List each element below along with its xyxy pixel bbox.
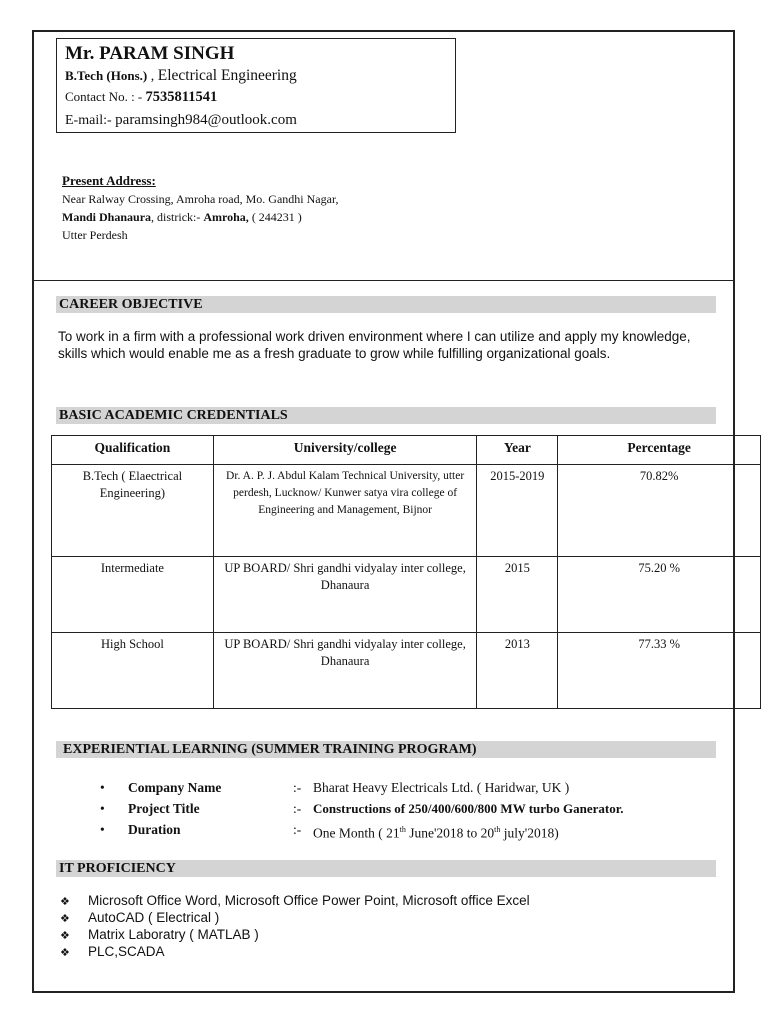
training-value: Constructions of 250/400/600/800 MW turbo Ganerator. [313, 801, 624, 816]
contact-label: Contact No. : - [65, 89, 146, 104]
university-cell: UP BOARD/ Shri gandhi vidyalay inter college, Dhanaura [213, 633, 477, 709]
training-label: Project Title [128, 801, 200, 816]
duration-start: One Month ( 21 [313, 825, 400, 841]
bullet-icon: • [100, 780, 105, 795]
present-address [62, 172, 338, 244]
table-row [52, 633, 761, 709]
year-cell: 2015-2019 [477, 465, 558, 557]
column-header: Percentage [558, 436, 761, 465]
ordinal-suffix: th [399, 825, 406, 834]
training-label: Company Name [128, 780, 222, 795]
table-header-row [52, 436, 761, 465]
address-district-label: , districk:- [151, 210, 204, 224]
training-sep: :- [293, 822, 302, 837]
training-heading: EXPERIENTIAL LEARNING (SUMMER TRAINING PROGRAM) [56, 741, 716, 758]
bullet-icon: • [100, 822, 105, 837]
address-line-1: Near Ralway Crossing, Amroha road, Mo. Gandhi Nagar, [62, 192, 339, 206]
year-cell: 2015 [477, 557, 558, 633]
column-header: Qualification [52, 436, 214, 465]
address-heading: Present Address: [62, 173, 156, 188]
percentage-cell: 70.82% [558, 465, 761, 557]
skill-text: PLC,SCADA [88, 944, 165, 959]
duration-mid: June'2018 to 20 [405, 825, 495, 841]
list-item [60, 909, 530, 926]
list-item [60, 926, 530, 943]
header-divider [32, 280, 735, 281]
training-label: Duration [128, 822, 181, 837]
training-value [313, 819, 559, 844]
academic-table [51, 435, 761, 709]
degree-sep: , [147, 69, 158, 84]
career-objective-heading: CAREER OBJECTIVE [56, 296, 716, 313]
address-district: Amroha, [203, 210, 249, 224]
candidate-name: Mr. PARAM SINGH [65, 43, 235, 64]
percentage-cell: 75.20 % [558, 557, 761, 633]
column-header: Year [477, 436, 558, 465]
address-pin: ( 244231 ) [248, 210, 302, 224]
name-box [56, 38, 456, 133]
degree-line [65, 66, 455, 87]
qualification-cell: Intermediate [52, 557, 214, 633]
training-sep: :- [293, 801, 302, 816]
academics-heading: BASIC ACADEMIC CREDENTIALS [56, 407, 716, 424]
career-objective-text: To work in a firm with a professional work driven environment where I can utilize and apply my knowledge, skills which would enable me as a fresh graduate to grow while fulfilling organizational goals. [58, 329, 691, 361]
table-row [52, 465, 761, 557]
it-skills-list [60, 892, 530, 960]
table-row [52, 557, 761, 633]
contact-number: 7535811541 [145, 89, 218, 105]
email-line [65, 109, 455, 132]
address-line-3: Utter Perdesh [62, 228, 128, 242]
column-header: University/college [213, 436, 477, 465]
bullet-icon: • [100, 801, 105, 816]
diamond-bullet-icon: ❖ [60, 913, 70, 925]
qualification-cell: High School [52, 633, 214, 709]
email-address: paramsingh984@outlook.com [115, 112, 297, 128]
address-line-2 [62, 208, 338, 226]
diamond-bullet-icon: ❖ [60, 947, 70, 959]
duration-end: july'2018) [500, 825, 559, 841]
skill-text: Matrix Laboratry ( MATLAB ) [88, 927, 259, 942]
list-item [60, 892, 530, 909]
email-label: E-mail:- [65, 113, 116, 128]
diamond-bullet-icon: ❖ [60, 930, 70, 942]
year-cell: 2013 [477, 633, 558, 709]
degree-field: Electrical Engineering [157, 67, 297, 84]
qualification-cell: B.Tech ( Elaectrical Engineering) [52, 465, 214, 557]
training-sep: :- [293, 780, 302, 795]
skill-text: Microsoft Office Word, Microsoft Office Power Point, Microsoft office Excel [88, 893, 530, 908]
ordinal-suffix: th [494, 825, 501, 834]
it-heading: IT PROFICIENCY [56, 860, 716, 877]
address-town: Mandi Dhanaura [62, 210, 152, 224]
university-cell: UP BOARD/ Shri gandhi vidyalay inter college, Dhanaura [213, 557, 477, 633]
list-item [60, 943, 530, 960]
training-value: Bharat Heavy Electricals Ltd. ( Haridwar, UK ) [313, 780, 570, 795]
diamond-bullet-icon: ❖ [60, 896, 70, 908]
university-cell: Dr. A. P. J. Abdul Kalam Technical University, utter perdesh, Lucknow/ Kunwer satya vira college of Engineering and Management, Bijnor [213, 465, 477, 557]
percentage-cell: 77.33 % [558, 633, 761, 709]
degree-title: B.Tech (Hons.) [65, 68, 148, 83]
contact-line [65, 87, 455, 107]
skill-text: AutoCAD ( Electrical ) [88, 910, 220, 925]
